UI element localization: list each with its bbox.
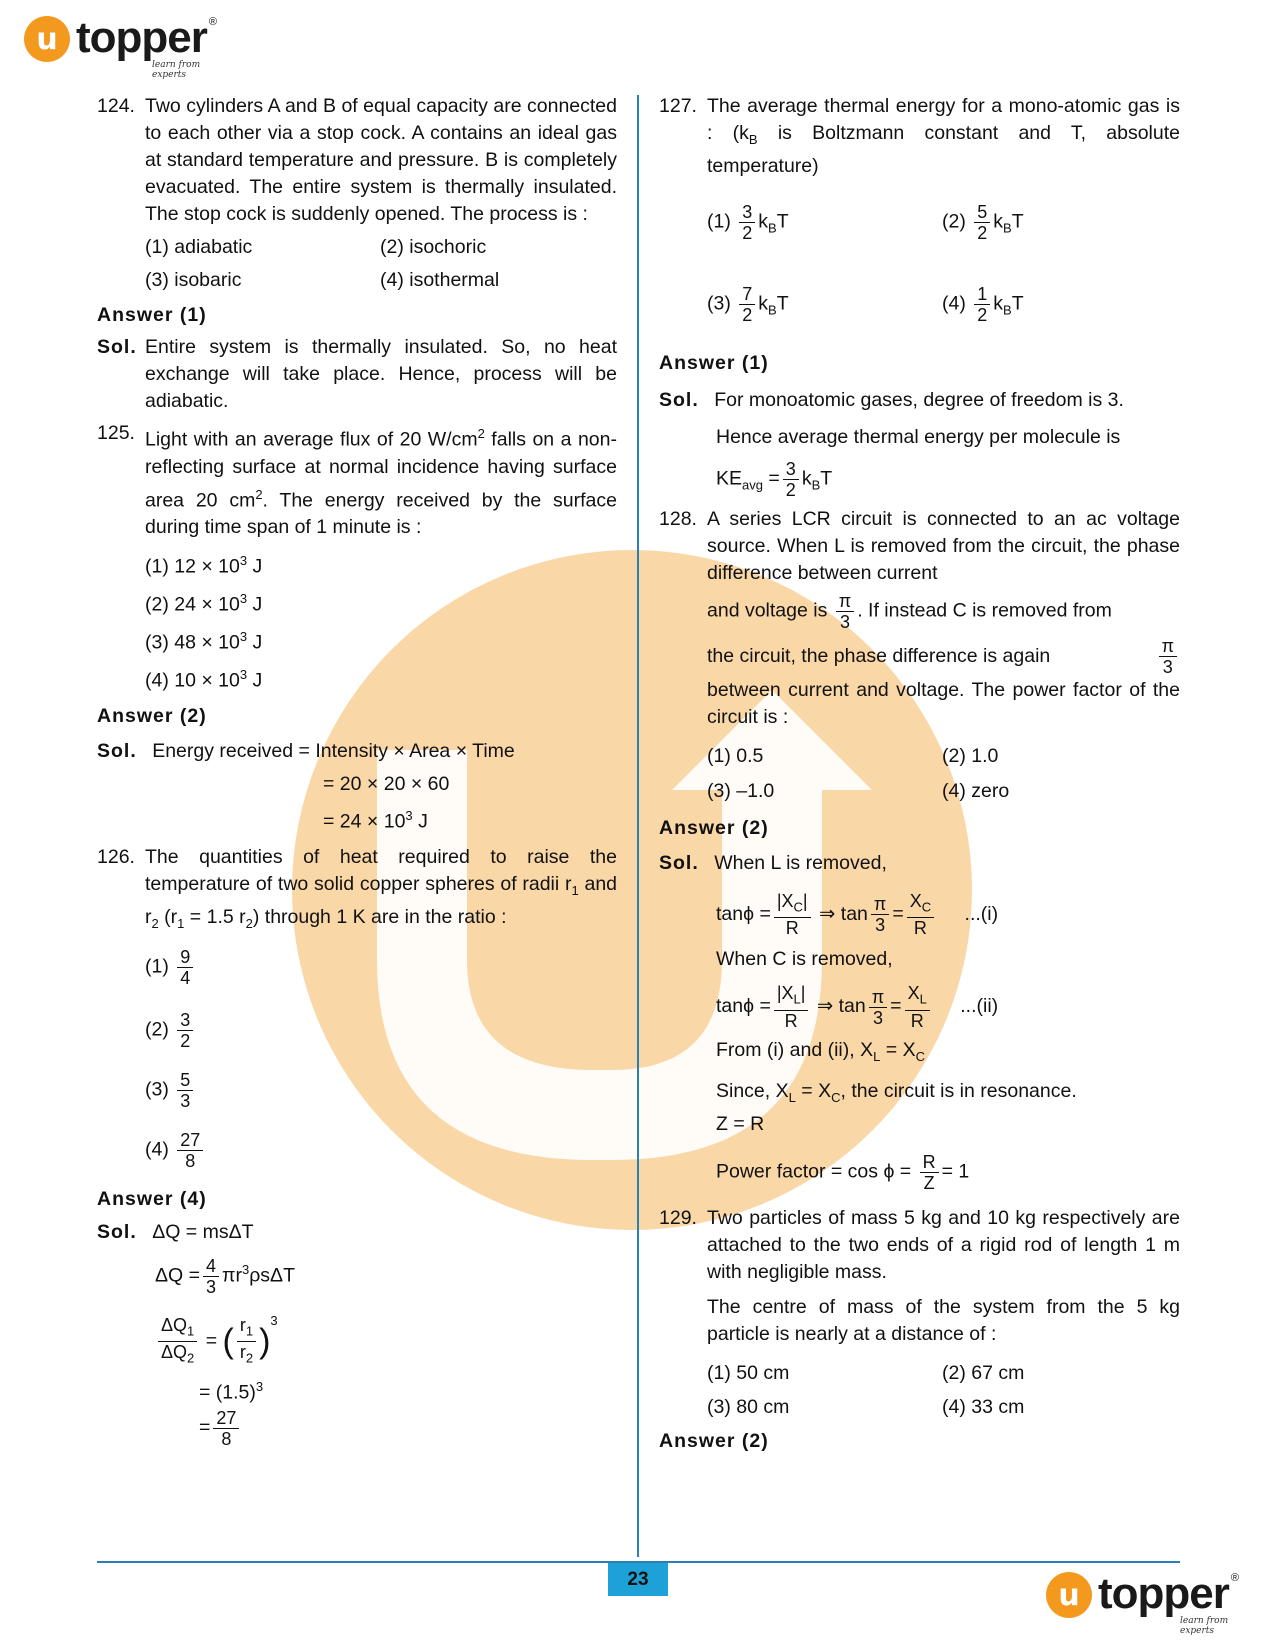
denominator: 2: [742, 222, 753, 243]
solution-label: Sol.: [97, 336, 137, 358]
equation-2: [155, 1256, 617, 1297]
solution-126: [97, 1219, 617, 1449]
numerator: π: [836, 591, 854, 612]
solution-text: From (i) and (ii), X: [716, 1039, 874, 1062]
question-text: between current and voltage. The power factor of the circuit is :: [707, 678, 1180, 728]
equals-sign: =: [890, 995, 902, 1018]
subscript: B: [1003, 302, 1012, 318]
denominator: 8: [185, 1150, 196, 1171]
solution-128: [659, 850, 1180, 1193]
option-3: (3) 80 cm: [707, 1395, 790, 1418]
fraction: [177, 1070, 193, 1111]
option-4: (4) 33 cm: [942, 1395, 1025, 1418]
superscript: 2: [477, 426, 485, 441]
numerator: [158, 1315, 197, 1343]
question-number: 124.: [97, 95, 135, 117]
options-126: [145, 947, 617, 1186]
solution-line: Z = R: [716, 1112, 765, 1135]
unit: J: [247, 593, 263, 616]
registered-mark: ®: [1230, 1572, 1239, 1584]
denominator: R: [784, 1011, 798, 1032]
symbol: k: [993, 292, 1004, 315]
answer-124: Answer (1): [97, 304, 207, 326]
numerator: 9: [177, 947, 193, 968]
option-3: [707, 284, 942, 344]
solution-line: [716, 1078, 1180, 1111]
question-number: 128.: [659, 507, 697, 530]
denominator: 4: [180, 967, 191, 988]
question-text: The centre of mass of the system from the 5 kg particle is nearly at a distance of :: [707, 1295, 1180, 1345]
unit: J: [412, 810, 428, 833]
fraction: [783, 459, 799, 500]
symbol: T: [776, 292, 789, 315]
equation-text: r: [239, 1314, 246, 1335]
fraction: [203, 1256, 219, 1297]
fraction: [1159, 636, 1177, 677]
subscript: B: [1003, 220, 1012, 236]
equation-text: KE: [716, 467, 743, 490]
subscript: L: [919, 992, 927, 1008]
equation-5: [199, 1408, 617, 1449]
fraction: [869, 987, 887, 1028]
equals-sign: =: [768, 467, 780, 490]
fraction: [177, 1010, 193, 1051]
logo-text: topper: [76, 13, 207, 62]
superscript: 3: [239, 667, 248, 682]
denominator: 2: [977, 222, 988, 243]
denominator: R: [913, 918, 927, 939]
solution-line: [323, 800, 617, 838]
question-number: 125.: [97, 422, 135, 444]
equation-text: |X: [776, 890, 794, 911]
denominator: 3: [875, 915, 886, 936]
unit: J: [247, 631, 263, 654]
equation-1: ΔQ = msΔT: [152, 1220, 254, 1243]
solution-line: When C is removed,: [716, 948, 893, 971]
denominator: 3: [1162, 656, 1173, 677]
equation-4: [199, 1373, 617, 1407]
solution-text: = X: [795, 1079, 832, 1102]
options-128: [707, 739, 1180, 809]
question-line: [707, 636, 1180, 677]
option-text: (4) 10 × 10: [145, 669, 240, 692]
equation-text: ΔQ =: [155, 1264, 200, 1287]
option-1: [145, 545, 617, 583]
option-2: (2) isochoric: [380, 236, 487, 258]
answer-129: Answer (2): [659, 1429, 769, 1452]
answer-125: Answer (2): [97, 705, 207, 727]
solution-label: Sol.: [97, 1220, 137, 1243]
fraction: [974, 284, 990, 325]
solution-line: Hence average thermal energy per molecule is: [716, 425, 1121, 448]
denominator: 2: [180, 1030, 191, 1051]
question-text: . If instead C is removed from: [857, 599, 1112, 622]
option-1: (1) 0.5: [707, 744, 764, 767]
solution-line: Energy received = Intensity × Area × Time: [152, 740, 515, 762]
symbol: T: [1011, 292, 1024, 315]
equation-text: = 1: [941, 1160, 970, 1183]
option-4: [145, 659, 617, 697]
options-129: [707, 1356, 1180, 1424]
numerator: π: [871, 894, 889, 915]
logo-badge: u: [1046, 1572, 1092, 1618]
logo-text: topper: [1098, 1569, 1229, 1618]
equation-text: Power factor = cos ϕ =: [716, 1160, 912, 1183]
subscript: L: [788, 1089, 796, 1105]
equation-tag: ...(i): [964, 902, 999, 925]
solution-text: Since, X: [716, 1079, 789, 1102]
fraction: [237, 1315, 256, 1369]
page-number: 23: [608, 1563, 668, 1596]
option-label: (4): [942, 292, 966, 315]
superscript: 3: [239, 591, 248, 606]
denominator: Z: [923, 1172, 935, 1193]
solution-line: When L is removed,: [714, 851, 887, 874]
option-label: (4): [145, 1138, 169, 1161]
fraction: [836, 591, 854, 632]
left-column: [97, 93, 617, 1449]
fraction: [974, 202, 990, 243]
fraction: [774, 983, 809, 1031]
numerator: R: [920, 1152, 939, 1173]
equation-tag: ...(ii): [960, 995, 999, 1018]
solution-line: [716, 1037, 1180, 1070]
equation-text: r: [239, 1342, 246, 1363]
subscript: 2: [151, 915, 159, 931]
denominator: [237, 1342, 256, 1369]
equals-sign: =: [205, 1329, 218, 1352]
question-text: Light with an average flux of 20 W/cm: [145, 428, 478, 451]
brand-logo: [24, 13, 217, 80]
question-text: the circuit, the phase difference is again: [707, 644, 1051, 667]
equation-3: [155, 1307, 617, 1369]
numerator: [237, 1315, 256, 1343]
fraction: [177, 947, 193, 988]
numerator: 3: [739, 202, 755, 223]
fraction: [739, 284, 755, 325]
option-label: (3): [707, 292, 731, 315]
option-4: [942, 284, 1177, 344]
question-text: falls on a non-reflecting surface at normal incidence having surface area 20 cm: [145, 428, 617, 511]
subscript: 1: [177, 915, 185, 931]
symbol: T: [820, 467, 833, 490]
option-3: [145, 1070, 617, 1130]
denominator: 3: [180, 1090, 191, 1111]
subscript: B: [811, 477, 821, 493]
equation-text: = (1.5): [199, 1381, 256, 1404]
subscript: 2: [245, 915, 253, 931]
option-4: (4) isothermal: [380, 269, 500, 291]
fraction: [177, 1130, 203, 1171]
option-text: (3) 48 × 10: [145, 631, 240, 654]
options-127: [707, 202, 1180, 344]
footer-brand-logo: [1046, 1569, 1239, 1636]
symbol: T: [776, 210, 789, 233]
answer-128: Answer (2): [659, 816, 769, 839]
unit: J: [247, 669, 263, 692]
superscript: 3: [405, 808, 413, 823]
symbol: k: [758, 292, 769, 315]
fraction: [920, 1152, 939, 1193]
logo-tagline: learn from experts: [152, 60, 201, 80]
solution-124: [97, 334, 617, 415]
question-text: = 1.5 r: [184, 905, 246, 928]
option-3: [145, 621, 617, 659]
denominator: 3: [839, 611, 850, 632]
question-text: (r: [158, 905, 178, 928]
solution-text: = 24 × 10: [323, 810, 406, 833]
subscript: B: [768, 220, 777, 236]
option-label: (2): [942, 210, 966, 233]
question-text: Two cylinders A and B of equal capacity are connected to each other via a stop cock. A contains an ideal gas at standard temperature and pressure. B is completely evacuated. The entire system is thermally insulated. The stop cock is suddenly opened. The process is :: [145, 95, 617, 225]
numerator: [905, 983, 930, 1011]
superscript: 3: [255, 1378, 264, 1394]
subscript: C: [793, 899, 803, 915]
superscript: 3: [239, 629, 248, 644]
symbol: k: [993, 210, 1004, 233]
subscript: C: [831, 1089, 841, 1105]
fraction: [871, 894, 889, 935]
denominator: 8: [221, 1429, 232, 1450]
subscript: 1: [245, 1323, 254, 1339]
fraction: [213, 1408, 239, 1449]
option-label: (2): [145, 1018, 169, 1041]
solution-125: [97, 735, 617, 838]
option-text: (2) 24 × 10: [145, 593, 240, 616]
denominator: R: [785, 918, 799, 939]
subscript: C: [921, 899, 932, 915]
question-text: ) through 1 K are in the ratio :: [252, 905, 507, 928]
equation-i: [716, 891, 1180, 939]
symbol: k: [801, 467, 812, 490]
question-text: The quantities of heat required to raise the temperature of two solid copper spheres of radii r: [145, 846, 617, 895]
solution-line: For monoatomic gases, degree of freedom is 3.: [714, 388, 1124, 411]
column-divider: [637, 95, 639, 1557]
registered-mark: ®: [208, 16, 217, 28]
solution-127: [659, 387, 1180, 500]
question-number: 129.: [659, 1206, 697, 1229]
symbol: T: [1011, 210, 1024, 233]
question-text: and voltage is: [707, 599, 828, 622]
question-line: [707, 591, 1180, 632]
subscript: B: [748, 131, 758, 147]
equation-text: X: [907, 983, 920, 1004]
solution-label: Sol.: [659, 851, 699, 874]
subscript: avg: [742, 477, 763, 493]
power-factor-equation: [716, 1152, 1180, 1193]
option-2: (2) 1.0: [942, 744, 999, 767]
option-1: (1) adiabatic: [145, 236, 253, 258]
numerator: $|X_L|$: [774, 983, 809, 1011]
answer-126: Answer (4): [97, 1187, 207, 1210]
question-text: Two particles of mass 5 kg and 10 kg respectively are attached to the two ends of a rigid rod of length 1 m with negligible mass.: [707, 1206, 1180, 1283]
option-1: [707, 202, 942, 284]
option-label: (1): [145, 955, 169, 978]
option-4: [145, 1130, 617, 1186]
numerator: 5: [974, 202, 990, 223]
subscript: L: [793, 992, 801, 1008]
numerator: 3: [177, 1010, 193, 1031]
logo-tagline: learn from experts: [1180, 1616, 1229, 1636]
numerator: 1: [974, 284, 990, 305]
fraction: [739, 202, 755, 243]
equation-text: tanϕ =: [716, 902, 771, 925]
equation-text: ΔQ: [161, 1342, 188, 1363]
solution-label: Sol.: [97, 740, 137, 762]
solution-text: , the circuit is in resonance.: [840, 1079, 1077, 1102]
question-126: [97, 844, 617, 937]
option-2: [145, 583, 617, 621]
numerator: π: [869, 987, 887, 1008]
equation-text: ΔQ: [161, 1314, 188, 1335]
question-text: The average thermal energy for a mono-atomic gas is : (k: [707, 95, 1180, 144]
equation-text: ρsΔT: [249, 1264, 295, 1287]
option-1: [145, 947, 617, 1010]
option-3: (3) isobaric: [145, 269, 242, 291]
subscript: 2: [187, 1350, 195, 1366]
numerator: 7: [739, 284, 755, 305]
question-129: [659, 1205, 1180, 1348]
question-number: 127.: [659, 95, 697, 117]
equation-text: ⇒ tan: [816, 995, 866, 1018]
subscript: C: [915, 1048, 925, 1064]
solution-text: Entire system is thermally insulated. So, no heat exchange will take place. Hence, process will be adiabatic.: [145, 336, 617, 412]
equation-text: ⇒ tan: [819, 902, 868, 925]
subscript: 2: [245, 1350, 254, 1366]
equation-text: πr: [222, 1264, 242, 1287]
numerator: 27: [213, 1408, 239, 1429]
question-text: and r: [145, 873, 618, 928]
equals-sign: =: [892, 902, 904, 925]
superscript: 2: [255, 486, 263, 502]
right-column: [659, 93, 1180, 1455]
equation-text: tanϕ =: [716, 995, 771, 1018]
numerator: $|X_C|$: [774, 891, 811, 919]
equation-text: X: [909, 890, 922, 911]
option-1: (1) 50 cm: [707, 1361, 790, 1384]
option-2: [145, 1010, 617, 1070]
subscript: 1: [571, 882, 579, 898]
subscript: 1: [187, 1323, 195, 1339]
question-125: [97, 420, 617, 541]
options-124: [145, 234, 617, 300]
question-124: [97, 93, 617, 228]
option-label: (1): [707, 210, 731, 233]
numerator: π: [1159, 636, 1177, 657]
question-text: . The energy received by the surface during time span of 1 minute is :: [145, 489, 617, 538]
question-text: is Boltzmann constant and T, absolute temperature): [707, 122, 1180, 177]
superscript: 3: [270, 1312, 278, 1328]
options-125: [145, 545, 617, 697]
symbol: k: [758, 210, 769, 233]
numerator: 4: [203, 1256, 219, 1277]
equation-text: |X: [776, 983, 794, 1004]
denominator: 2: [742, 304, 753, 325]
subscript: L: [873, 1048, 881, 1064]
option-4: (4) zero: [942, 779, 1010, 802]
solution-text: = X: [880, 1039, 916, 1062]
numerator: 5: [177, 1070, 193, 1091]
ke-equation: [716, 459, 1180, 500]
option-3: (3) –1.0: [707, 779, 775, 802]
denominator: R: [910, 1011, 924, 1032]
logo-badge: u: [24, 16, 70, 62]
question-text: A series LCR circuit is connected to an ac voltage source. When L is removed from the circuit, the phase difference between current: [707, 507, 1180, 584]
numerator: 27: [177, 1130, 203, 1151]
equation-ii: [716, 983, 1180, 1031]
numerator: 3: [783, 459, 799, 480]
denominator: 2: [785, 479, 796, 500]
denominator: 3: [872, 1007, 883, 1028]
answer-127: Answer (1): [659, 351, 769, 374]
unit: J: [247, 555, 263, 578]
denominator: [158, 1342, 197, 1369]
paren-open: (: [222, 1322, 234, 1361]
option-text: (1) 12 × 10: [145, 555, 240, 578]
option-2: [942, 202, 1177, 284]
fraction: [905, 983, 930, 1031]
solution-line: = 20 × 20 × 60: [323, 772, 450, 795]
option-2: (2) 67 cm: [942, 1361, 1025, 1384]
equals-sign: =: [199, 1416, 211, 1439]
paren-close: ): [259, 1322, 271, 1361]
superscript: 3: [241, 1261, 250, 1277]
solution-label: Sol.: [659, 388, 699, 411]
question-128: [659, 506, 1180, 731]
subscript: B: [768, 302, 777, 318]
denominator: 3: [206, 1276, 217, 1297]
option-label: (3): [145, 1078, 169, 1101]
fraction: [158, 1315, 197, 1369]
question-number: 126.: [97, 846, 135, 868]
fraction: [907, 891, 934, 939]
question-127: [659, 93, 1180, 180]
numerator: [907, 891, 934, 919]
denominator: 2: [977, 304, 988, 325]
fraction: [774, 891, 811, 939]
superscript: 3: [239, 553, 248, 568]
